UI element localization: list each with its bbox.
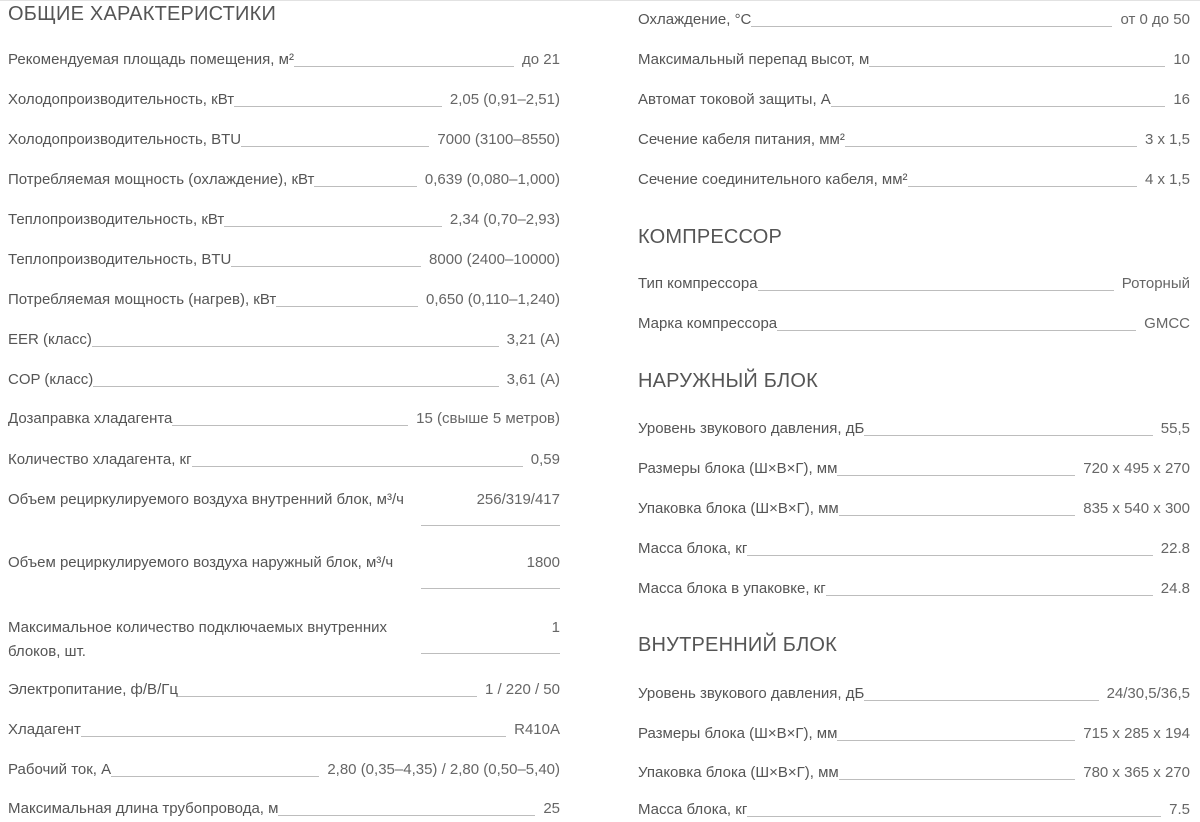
leader-line: [81, 736, 506, 737]
section-title-outdoor-unit: НАРУЖНЫЙ БЛОК: [638, 370, 818, 392]
spec-row-indoor-weight: [638, 800, 1190, 820]
leader-line: [831, 106, 1166, 107]
spec-row-outdoor-package: [638, 499, 1190, 519]
leader-line: [839, 779, 1076, 780]
spec-label: EER (класс): [8, 331, 92, 348]
spec-value: R410A: [514, 721, 560, 738]
spec-value: 24/30,5/36,5: [1106, 685, 1190, 702]
spec-row-max-indoor-units: [8, 616, 560, 660]
spec-label: Объем рециркулируемого воздуха внутренний блок, м³/ч: [8, 491, 404, 508]
leader-line: [864, 700, 1098, 701]
spec-row-room-area: [8, 50, 560, 70]
spec-value: 0,639 (0,080–1,000): [424, 171, 560, 188]
spec-value: 10: [1173, 51, 1190, 68]
leader-line: [241, 146, 429, 147]
spec-label: Охлаждение, °C: [638, 11, 752, 28]
spec-row-refrigerant-refill: [8, 409, 560, 429]
spec-value: GMCC: [1144, 315, 1190, 332]
spec-value: 2,05 (0,91–2,51): [449, 91, 560, 108]
leader-line: [314, 186, 416, 187]
spec-row-cooling-capacity-btu: [8, 130, 560, 150]
spec-value: 7.5: [1169, 801, 1190, 818]
spec-label: Автомат токовой защиты, А: [638, 91, 831, 108]
leader-line: [421, 653, 560, 654]
spec-row-heating-capacity-kw: [8, 210, 560, 230]
spec-label: Сечение кабеля питания, мм²: [638, 131, 845, 148]
spec-row-indoor-dimensions: [638, 724, 1190, 744]
spec-label: Масса блока, кг: [638, 540, 748, 557]
spec-label: Уровень звукового давления, дБ: [638, 420, 865, 437]
leader-line: [845, 146, 1137, 147]
spec-row-circuit-breaker: [638, 90, 1190, 110]
spec-row-refrigerant: [8, 720, 560, 740]
spec-row-cop: [8, 370, 560, 390]
spec-label: Объем рециркулируемого воздуха наружный блок, м³/ч: [8, 554, 394, 571]
spec-value: 8000 (2400–10000): [429, 251, 560, 268]
leader-line: [839, 515, 1076, 516]
spec-value: 256/319/417: [476, 491, 560, 508]
leader-line: [92, 346, 499, 347]
leader-line: [224, 226, 442, 227]
spec-label: Теплопроизводительность, BTU: [8, 251, 232, 268]
spec-label: Дозаправка хладагента: [8, 410, 173, 427]
spec-label: Рабочий ток, А: [8, 761, 112, 778]
spec-row-cooling-capacity-kw: [8, 90, 560, 110]
spec-row-power-cable: [638, 130, 1190, 150]
spec-value: 3,61 (A): [506, 371, 560, 388]
spec-label: Масса блока, кг: [638, 801, 748, 818]
spec-label: Холодопроизводительность, BTU: [8, 131, 242, 148]
spec-label: Потребляемая мощность (нагрев), кВт: [8, 291, 277, 308]
spec-row-max-height-difference: [638, 50, 1190, 70]
leader-line: [294, 66, 514, 67]
leader-line: [747, 816, 1161, 817]
leader-line: [421, 525, 560, 526]
spec-label: Тип компрессора: [638, 275, 758, 292]
spec-label: Рекомендуемая площадь помещения, м²: [8, 51, 294, 68]
spec-row-compressor-type: [638, 274, 1190, 294]
spec-value: 15 (свыше 5 метров): [416, 410, 560, 427]
leader-line: [777, 330, 1136, 331]
leader-line: [826, 595, 1153, 596]
leader-line: [234, 106, 442, 107]
spec-row-outdoor-weight: [638, 539, 1190, 559]
spec-value: 3,21 (A): [506, 331, 560, 348]
spec-value: 0,59: [530, 451, 560, 468]
spec-row-compressor-brand: [638, 314, 1190, 334]
spec-value: от 0 до 50: [1120, 11, 1190, 28]
spec-row-indoor-airflow: [8, 488, 560, 532]
section-title-indoor-unit: ВНУТРЕННИЙ БЛОК: [638, 634, 838, 656]
spec-label: Хладагент: [8, 721, 81, 738]
leader-line: [751, 26, 1112, 27]
leader-line: [908, 186, 1137, 187]
spec-value: 55,5: [1160, 420, 1190, 437]
spec-label: Электропитание, ф/В/Гц: [8, 681, 178, 698]
spec-value: 22.8: [1160, 540, 1190, 557]
spec-value: 1800: [526, 554, 560, 571]
spec-row-connecting-cable: [638, 170, 1190, 190]
leader-line: [231, 266, 421, 267]
spec-value: 3 x 1,5: [1144, 131, 1190, 148]
spec-row-max-pipe-length: [8, 799, 560, 819]
spec-label: Максимальный перепад высот, м: [638, 51, 870, 68]
spec-label: Сечение соединительного кабеля, мм²: [638, 171, 908, 188]
spec-value: Роторный: [1121, 275, 1190, 292]
spec-label: Максимальное количество подключаемых внутренних блоков, шт.: [8, 619, 387, 660]
spec-label: COP (класс): [8, 371, 94, 388]
spec-value: 4 x 1,5: [1144, 171, 1190, 188]
section-title-compressor: КОМПРЕССОР: [638, 226, 783, 248]
spec-value: 7000 (3100–8550): [437, 131, 560, 148]
spec-label: Упаковка блока (Ш×В×Г), мм: [638, 500, 839, 517]
leader-line: [869, 66, 1165, 67]
spec-value: 780 x 365 x 270: [1083, 764, 1190, 781]
leader-line: [421, 588, 560, 589]
spec-row-power-supply: [8, 680, 560, 700]
spec-label: Размеры блока (Ш×В×Г), мм: [638, 725, 838, 742]
spec-label: Холодопроизводительность, кВт: [8, 91, 235, 108]
spec-value: 0,650 (0,110–1,240): [426, 291, 560, 308]
spec-value: 2,34 (0,70–2,93): [449, 211, 560, 228]
spec-row-power-heating: [8, 290, 560, 310]
spec-value: 720 x 495 x 270: [1083, 460, 1190, 477]
spec-label: Марка компрессора: [638, 315, 778, 332]
spec-row-operating-current: [8, 760, 560, 780]
spec-row-cooling-range: [638, 10, 1190, 30]
spec-value: 24.8: [1160, 580, 1190, 597]
spec-row-refrigerant-amount: [8, 450, 560, 470]
leader-line: [192, 466, 523, 467]
spec-row-indoor-package: [638, 763, 1190, 783]
spec-value: 715 x 285 x 194: [1083, 725, 1190, 742]
spec-value: 2,80 (0,35–4,35) / 2,80 (0,50–5,40): [327, 761, 560, 778]
spec-label: Потребляемая мощность (охлаждение), кВт: [8, 171, 315, 188]
leader-line: [864, 435, 1152, 436]
leader-line: [178, 696, 477, 697]
spec-row-outdoor-dimensions: [638, 459, 1190, 479]
leader-line: [172, 425, 408, 426]
section-title-general: ОБЩИЕ ХАРАКТЕРИСТИКИ: [8, 3, 277, 25]
spec-label: Количество хладагента, кг: [8, 451, 192, 468]
spec-label: Размеры блока (Ш×В×Г), мм: [638, 460, 838, 477]
spec-value: 16: [1173, 91, 1190, 108]
spec-value: 1 / 220 / 50: [484, 681, 560, 698]
spec-value: до 21: [522, 51, 560, 68]
spec-label: Уровень звукового давления, дБ: [638, 685, 865, 702]
spec-value: 25: [543, 800, 560, 817]
spec-row-heating-capacity-btu: [8, 250, 560, 270]
spec-row-outdoor-airflow: [8, 551, 560, 595]
spec-label: Максимальная длина трубопровода, м: [8, 800, 279, 817]
leader-line: [276, 306, 418, 307]
leader-line: [747, 555, 1152, 556]
leader-line: [278, 815, 535, 816]
leader-line: [837, 475, 1075, 476]
spec-label: Теплопроизводительность, кВт: [8, 211, 225, 228]
spec-row-outdoor-noise: [638, 419, 1190, 439]
spec-label: Масса блока в упаковке, кг: [638, 580, 826, 597]
leader-line: [111, 776, 319, 777]
spec-row-power-cooling: [8, 170, 560, 190]
spec-row-indoor-noise: [638, 684, 1190, 704]
spec-value: 835 x 540 x 300: [1083, 500, 1190, 517]
leader-line: [837, 740, 1075, 741]
spec-row-outdoor-weight-packed: [638, 579, 1190, 599]
top-divider: [0, 0, 1200, 1]
leader-line: [93, 386, 498, 387]
spec-row-eer: [8, 330, 560, 350]
leader-line: [758, 290, 1114, 291]
spec-label: Упаковка блока (Ш×В×Г), мм: [638, 764, 839, 781]
spec-value: 1: [551, 619, 560, 636]
